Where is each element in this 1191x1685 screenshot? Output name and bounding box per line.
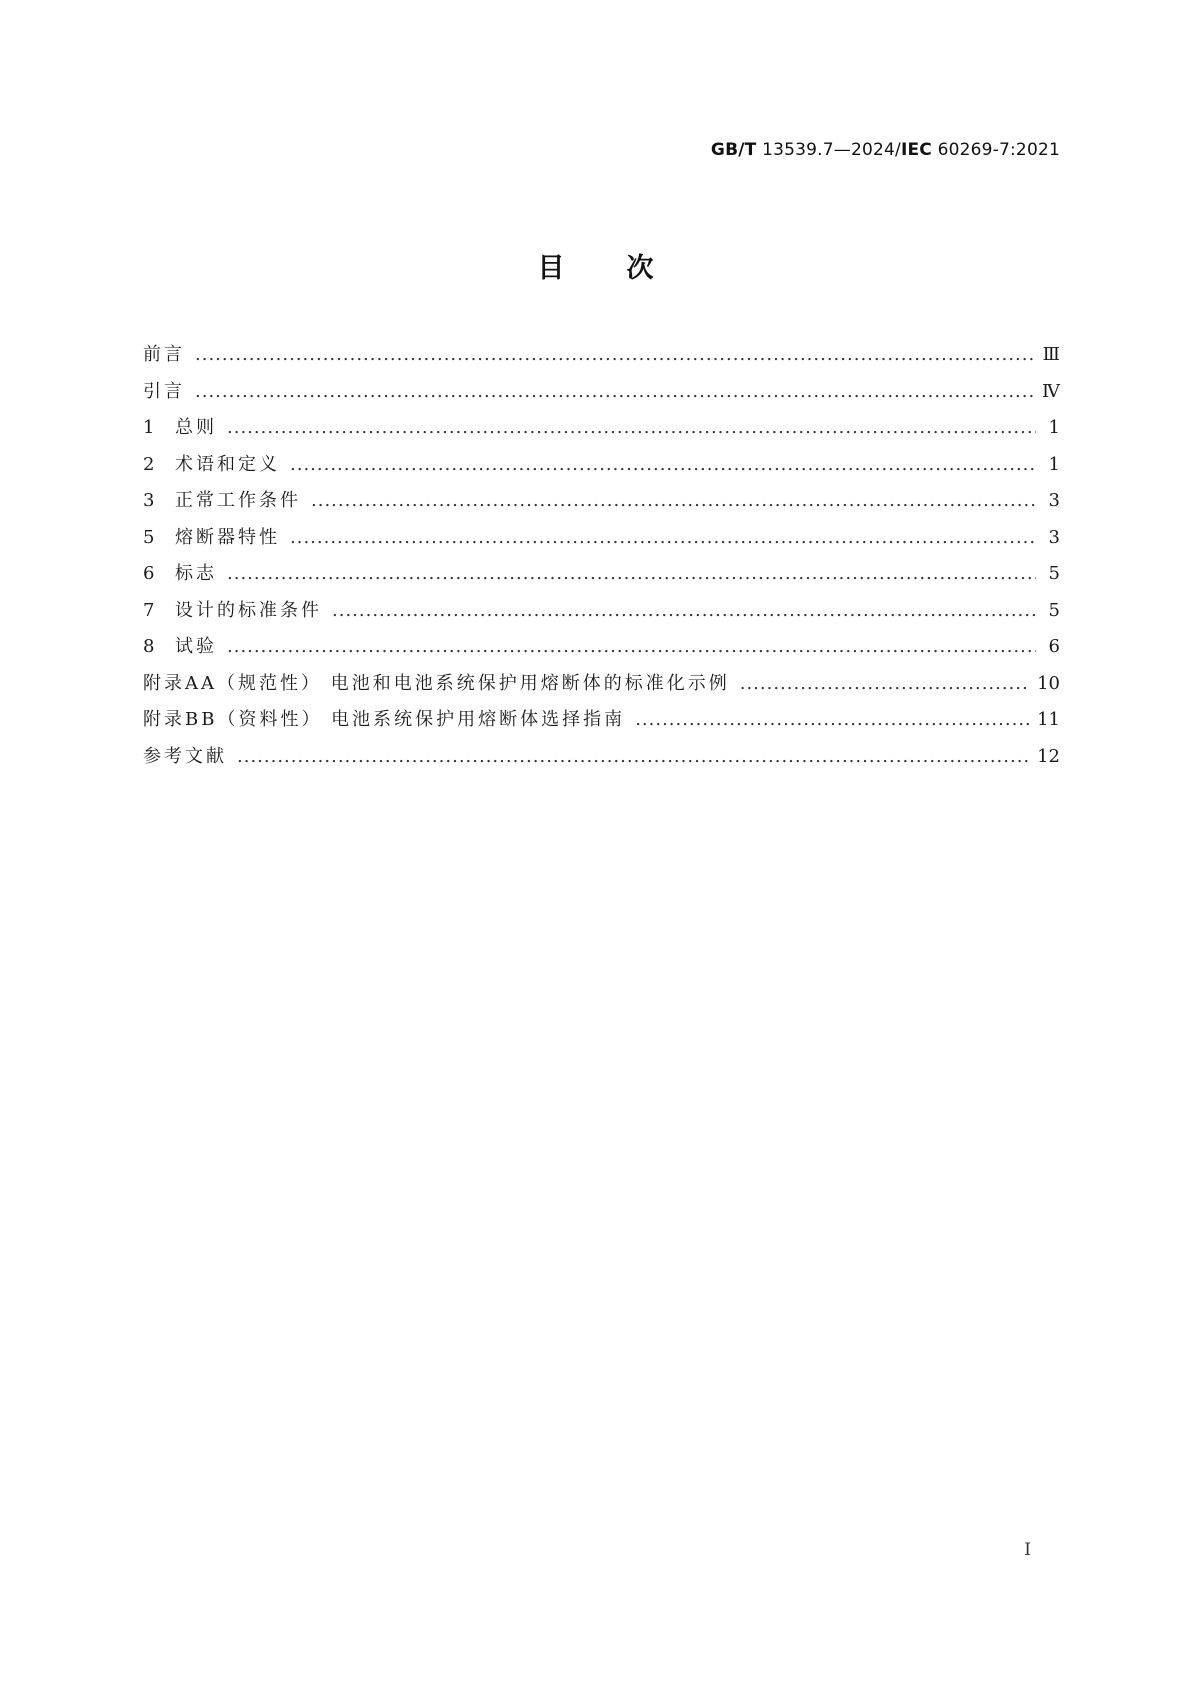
toc-leader-dots — [195, 344, 1035, 365]
toc-entry[interactable] — [143, 523, 1060, 560]
toc-entry-label: 熔断器特性 — [175, 526, 280, 548]
toc-entry-label: 设计的标准条件 — [175, 599, 322, 621]
toc-entry[interactable] — [143, 669, 1060, 706]
toc-entry-page: 6 — [1048, 636, 1060, 657]
toc-leader-dots — [195, 381, 1034, 402]
toc-entry-page: 12 — [1037, 745, 1060, 767]
toc-entry-page: 3 — [1048, 526, 1060, 548]
toc-entry-label: 标志 — [175, 563, 217, 584]
toc-entry[interactable] — [143, 632, 1060, 669]
toc-entry-number: 3 — [143, 490, 155, 511]
toc-entry-page: 11 — [1037, 709, 1060, 730]
toc-entry-number: 6 — [143, 563, 155, 584]
toc-entry[interactable] — [143, 377, 1060, 414]
toc-leader-dots — [227, 563, 1036, 584]
toc-leader-dots — [635, 709, 1029, 730]
page-title: 目次 — [537, 253, 716, 284]
standard-prefix: GB/T — [710, 140, 757, 160]
toc-entry[interactable] — [143, 450, 1060, 487]
table-of-contents — [143, 340, 1060, 778]
toc-entry[interactable] — [143, 486, 1060, 523]
toc-entry-label: 附录BB（资料性） 电池系统保护用熔断体选择指南 — [143, 709, 626, 730]
toc-leader-dots — [290, 454, 1036, 475]
toc-entry[interactable] — [143, 705, 1060, 742]
toc-leader-dots — [227, 636, 1036, 657]
toc-entry-number: 2 — [143, 453, 155, 475]
toc-leader-dots — [332, 600, 1036, 621]
toc-entry-page: 5 — [1048, 599, 1060, 621]
page-number: I — [1024, 1540, 1031, 1560]
toc-leader-dots — [290, 527, 1036, 548]
toc-entry-page: Ⅳ — [1042, 380, 1060, 402]
toc-entry-label: 总则 — [175, 417, 217, 438]
toc-entry-page: 1 — [1048, 417, 1060, 438]
toc-leader-dots — [227, 417, 1036, 438]
toc-entry-label: 引言 — [143, 380, 185, 402]
iec-number: 60269-7:2021 — [937, 140, 1060, 160]
toc-entry-label: 试验 — [175, 636, 217, 657]
toc-entry[interactable] — [143, 596, 1060, 633]
toc-entry-number: 5 — [143, 526, 155, 548]
toc-entry-label: 正常工作条件 — [175, 490, 301, 511]
toc-leader-dots — [740, 673, 1029, 694]
toc-entry[interactable] — [143, 742, 1060, 779]
toc-entry[interactable] — [143, 340, 1060, 377]
toc-entry-label: 前言 — [143, 344, 185, 365]
toc-entry[interactable] — [143, 413, 1060, 450]
toc-entry-number: 8 — [143, 636, 155, 657]
standard-code — [711, 140, 1060, 160]
toc-entry-number: 1 — [143, 417, 155, 438]
toc-entry[interactable] — [143, 559, 1060, 596]
toc-entry-page: 1 — [1048, 453, 1060, 475]
toc-entry-page: 3 — [1048, 490, 1060, 511]
toc-entry-page: Ⅲ — [1042, 344, 1060, 365]
standard-number: 13539.7—2024/ — [762, 140, 901, 160]
toc-entry-number: 7 — [143, 599, 155, 621]
toc-leader-dots — [237, 746, 1029, 767]
toc-entry-page: 10 — [1037, 672, 1060, 694]
toc-entry-label: 参考文献 — [143, 745, 227, 767]
toc-entry-label: 术语和定义 — [175, 453, 280, 475]
iec-prefix: IEC — [900, 140, 932, 160]
toc-leader-dots — [311, 490, 1036, 511]
toc-entry-label: 附录AA（规范性） 电池和电池系统保护用熔断体的标准化示例 — [143, 672, 730, 694]
toc-entry-page: 5 — [1048, 563, 1060, 584]
